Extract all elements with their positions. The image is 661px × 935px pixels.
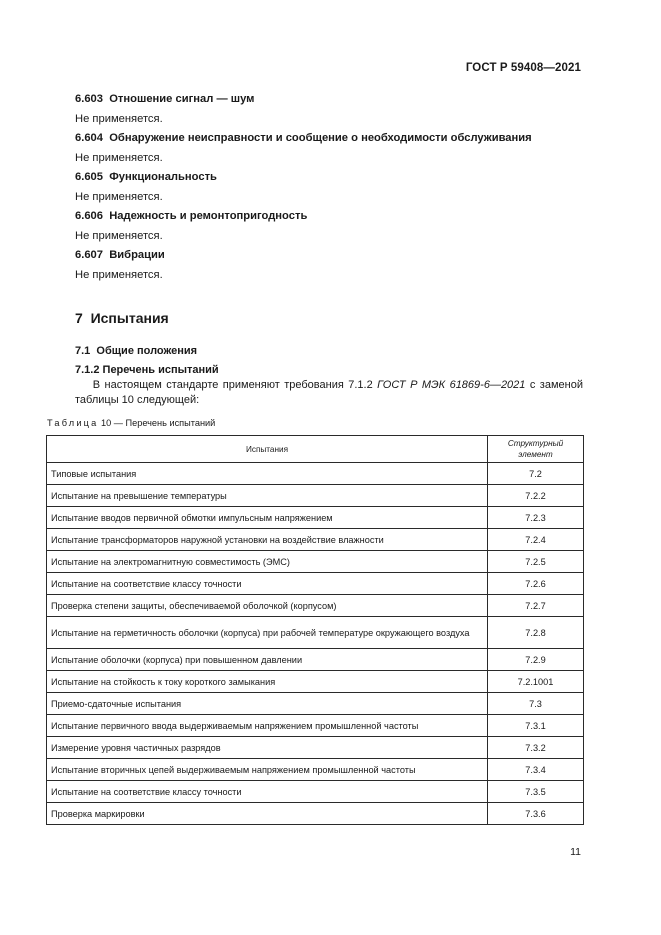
- table-row: [47, 485, 584, 507]
- test-name: Испытание на соответствие классу точности: [47, 573, 488, 595]
- element-ref: 7.3.5: [488, 781, 584, 803]
- test-name: Испытание на превышение температуры: [47, 485, 488, 507]
- element-ref: 7.3.1: [488, 715, 584, 737]
- table-row: [47, 715, 584, 737]
- test-name: Испытание на соответствие классу точности: [47, 781, 488, 803]
- table-row: [47, 595, 584, 617]
- subsubsection-heading: [75, 364, 219, 376]
- test-name: Измерение уровня частичных разрядов: [47, 737, 488, 759]
- section-text: Не применяется.: [75, 269, 163, 281]
- tests-table: [46, 435, 584, 825]
- section-number: 6.607: [75, 249, 103, 261]
- section-6-605: [75, 171, 217, 183]
- subsubsection-title: Перечень испытаний: [102, 364, 219, 376]
- table-row: [47, 573, 584, 595]
- element-ref: 7.2.7: [488, 595, 584, 617]
- element-ref: 7.3.4: [488, 759, 584, 781]
- table-row: [47, 463, 584, 485]
- subsection-title: Общие положения: [96, 345, 198, 357]
- section-number: 6.603: [75, 93, 103, 105]
- test-name: Испытание на герметичность оболочки (корпуса) при рабочей температуре окружающего воздуха: [47, 617, 488, 649]
- page-number: 11: [570, 846, 581, 858]
- section-number: 6.604: [75, 132, 103, 144]
- test-name: Испытание на стойкость к току короткого замыкания: [47, 671, 488, 693]
- test-name: Испытание вводов первичной обмотки импульсным напряжением: [47, 507, 488, 529]
- subsection-number: 7.1: [75, 345, 91, 357]
- section-text: Не применяется.: [75, 191, 163, 203]
- table-caption: [47, 418, 215, 428]
- section-number: 6.605: [75, 171, 103, 183]
- section-text: Не применяется.: [75, 230, 163, 242]
- table-row: [47, 693, 584, 715]
- section-6-603: [75, 93, 254, 105]
- element-ref: 7.2.9: [488, 649, 584, 671]
- element-ref: 7.2.5: [488, 551, 584, 573]
- element-ref: 7.3: [488, 693, 584, 715]
- section-title: Надежность и ремонтопригодность: [109, 210, 308, 222]
- table-caption-text: 10 — Перечень испытаний: [98, 418, 216, 428]
- test-name: Испытание оболочки (корпуса) при повышенном давлении: [47, 649, 488, 671]
- test-name: Испытание на электромагнитную совместимость (ЭМС): [47, 551, 488, 573]
- table-row: [47, 803, 584, 825]
- section-6-607: [75, 249, 165, 261]
- element-ref: 7.3.2: [488, 737, 584, 759]
- section-number: 6.606: [75, 210, 103, 222]
- element-ref: 7.2.3: [488, 507, 584, 529]
- chapter-heading: [75, 310, 169, 326]
- test-name: Проверка степени защиты, обеспечиваемой оболочкой (корпусом): [47, 595, 488, 617]
- subsubsection-number: 7.1.2: [75, 364, 100, 376]
- section-title: Вибрации: [109, 249, 165, 261]
- test-name: Приемо-сдаточные испытания: [47, 693, 488, 715]
- element-ref: 7.3.6: [488, 803, 584, 825]
- intro-paragraph: [75, 378, 583, 408]
- paragraph-before: В настоящем стандарте применяют требования 7.1.2: [92, 379, 378, 391]
- paragraph-after: с заменой таблицы 10 следующей:: [75, 379, 583, 406]
- section-title: Функциональность: [109, 171, 217, 183]
- element-ref: 7.2.1001: [488, 671, 584, 693]
- section-text: Не применяется.: [75, 152, 163, 164]
- element-ref: 7.2: [488, 463, 584, 485]
- test-name: Проверка маркировки: [47, 803, 488, 825]
- header-element: Структурный элемент: [488, 436, 584, 463]
- table-row: [47, 507, 584, 529]
- element-ref: 7.2.8: [488, 617, 584, 649]
- table-row: [47, 781, 584, 803]
- element-ref: 7.2.6: [488, 573, 584, 595]
- test-name: Типовые испытания: [47, 463, 488, 485]
- section-title: Обнаружение неисправности и сообщение о необходимости обслуживания: [109, 132, 532, 144]
- subsection-heading: [75, 345, 197, 357]
- table-row: [47, 671, 584, 693]
- table-row: [47, 737, 584, 759]
- standard-reference: ГОСТ Р МЭК 61869-6—2021: [377, 379, 526, 391]
- table-row: [47, 617, 584, 649]
- section-6-604: [75, 132, 532, 144]
- section-6-606: [75, 210, 307, 222]
- table-row: [47, 649, 584, 671]
- test-name: Испытание первичного ввода выдерживаемым напряжением промышленной частоты: [47, 715, 488, 737]
- table-row: [47, 529, 584, 551]
- table-header-row: [47, 436, 584, 463]
- standard-header: ГОСТ Р 59408—2021: [465, 62, 581, 74]
- table-caption-label: Таблица: [47, 418, 99, 428]
- header-tests: Испытания: [47, 436, 488, 463]
- element-ref: 7.2.2: [488, 485, 584, 507]
- chapter-number: 7: [75, 310, 83, 326]
- chapter-title: Испытания: [90, 310, 169, 326]
- table-row: [47, 551, 584, 573]
- test-name: Испытание трансформаторов наружной установки на воздействие влажности: [47, 529, 488, 551]
- test-name: Испытание вторичных цепей выдерживаемым напряжением промышленной частоты: [47, 759, 488, 781]
- element-ref: 7.2.4: [488, 529, 584, 551]
- table-row: [47, 759, 584, 781]
- section-title: Отношение сигнал — шум: [109, 93, 255, 105]
- section-text: Не применяется.: [75, 113, 163, 125]
